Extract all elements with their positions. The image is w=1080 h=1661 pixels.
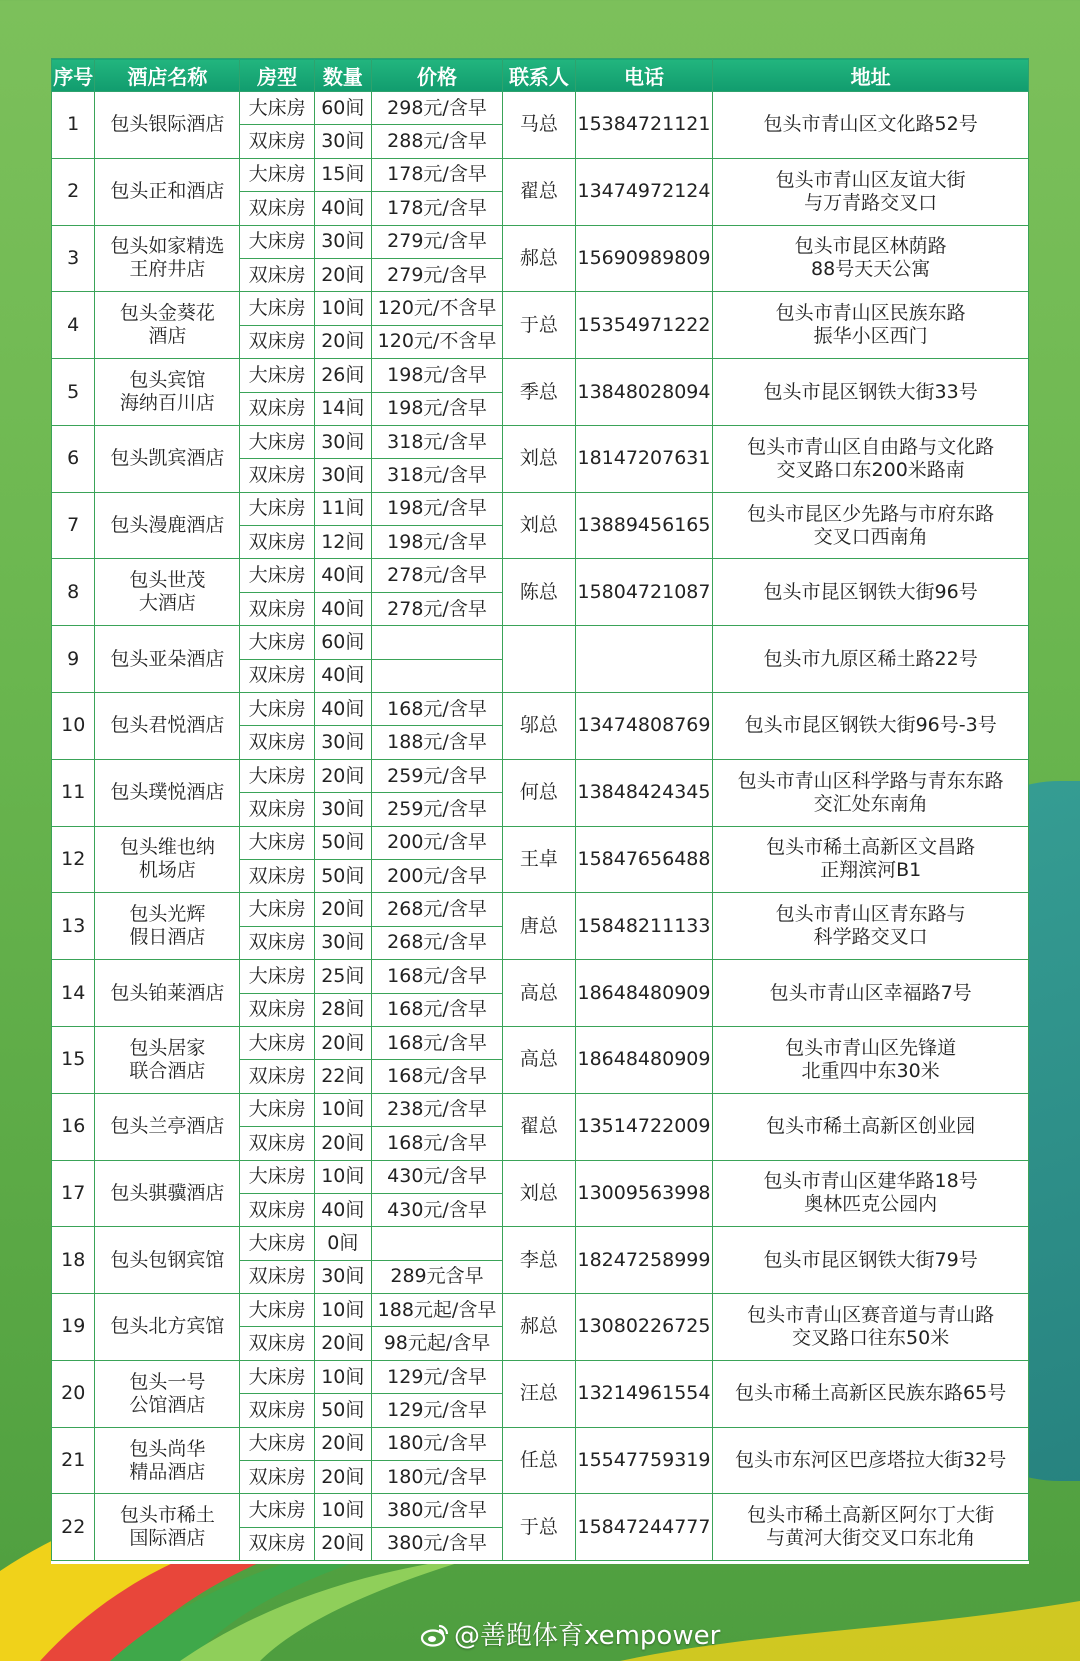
contact-person: 高总 bbox=[503, 1026, 575, 1093]
hotel-address: 包头市青山区友谊大街 与万青路交叉口 bbox=[713, 158, 1029, 225]
contact-person: 唐总 bbox=[503, 893, 575, 960]
row-number: 3 bbox=[52, 225, 95, 292]
room-price: 318元/含早 bbox=[371, 425, 502, 458]
room-type: 双床房 bbox=[240, 192, 315, 225]
room-type: 大床房 bbox=[240, 559, 315, 592]
room-type: 大床房 bbox=[240, 1494, 315, 1527]
row-number: 10 bbox=[52, 693, 95, 760]
hotel-name: 包头兰亭酒店 bbox=[95, 1093, 240, 1160]
table-row bbox=[52, 92, 1029, 125]
room-price: 120元/不含早 bbox=[371, 325, 502, 358]
room-quantity: 40间 bbox=[314, 659, 371, 692]
room-type: 大床房 bbox=[240, 1360, 315, 1393]
phone-number: 13848028094 bbox=[575, 359, 713, 426]
column-header: 电话 bbox=[575, 59, 713, 92]
room-price: 168元/含早 bbox=[371, 960, 502, 993]
room-quantity: 10间 bbox=[314, 1294, 371, 1327]
hotel-name: 包头漫鹿酒店 bbox=[95, 492, 240, 559]
contact-person: 季总 bbox=[503, 359, 575, 426]
room-price: 380元/含早 bbox=[371, 1494, 502, 1527]
hotel-name: 包头凯宾酒店 bbox=[95, 425, 240, 492]
room-quantity: 40间 bbox=[314, 592, 371, 625]
room-quantity: 20间 bbox=[314, 893, 371, 926]
room-type: 大床房 bbox=[240, 626, 315, 659]
room-type: 双床房 bbox=[240, 1127, 315, 1160]
room-price bbox=[371, 659, 502, 692]
room-type: 大床房 bbox=[240, 292, 315, 325]
phone-number: 15690989809 bbox=[575, 225, 713, 292]
hotel-name: 包头银际酒店 bbox=[95, 92, 240, 159]
room-type: 双床房 bbox=[240, 1260, 315, 1293]
room-quantity: 11间 bbox=[314, 492, 371, 525]
hotel-address: 包头市稀土高新区阿尔丁大街 与黄河大街交叉口东北角 bbox=[713, 1494, 1029, 1561]
room-price: 120元/不含早 bbox=[371, 292, 502, 325]
room-quantity: 30间 bbox=[314, 793, 371, 826]
table-header-row bbox=[52, 59, 1029, 92]
hotel-name: 包头包钢宾馆 bbox=[95, 1227, 240, 1294]
room-type: 双床房 bbox=[240, 859, 315, 892]
room-type: 双床房 bbox=[240, 592, 315, 625]
room-price: 288元/含早 bbox=[371, 125, 502, 158]
room-type: 双床房 bbox=[240, 726, 315, 759]
room-type: 双床房 bbox=[240, 993, 315, 1026]
room-quantity: 15间 bbox=[314, 158, 371, 191]
table-row bbox=[52, 559, 1029, 592]
phone-number: 13848424345 bbox=[575, 759, 713, 826]
hotel-address: 包头市青山区科学路与青东东路 交汇处东南角 bbox=[713, 759, 1029, 826]
room-quantity: 40间 bbox=[314, 192, 371, 225]
hotel-name: 包头君悦酒店 bbox=[95, 693, 240, 760]
phone-number: 13889456165 bbox=[575, 492, 713, 559]
hotel-name: 包头一号 公馆酒店 bbox=[95, 1360, 240, 1427]
room-price: 278元/含早 bbox=[371, 559, 502, 592]
room-price: 380元/含早 bbox=[371, 1527, 502, 1560]
room-type: 双床房 bbox=[240, 258, 315, 291]
table-row bbox=[52, 1160, 1029, 1193]
contact-person bbox=[503, 626, 575, 693]
hotel-address: 包头市昆区钢铁大街96号-3号 bbox=[713, 693, 1029, 760]
room-price: 318元/含早 bbox=[371, 459, 502, 492]
room-price: 188元/含早 bbox=[371, 726, 502, 759]
hotel-name: 包头世茂 大酒店 bbox=[95, 559, 240, 626]
room-quantity: 50间 bbox=[314, 1394, 371, 1427]
phone-number: 15847656488 bbox=[575, 826, 713, 893]
row-number: 1 bbox=[52, 92, 95, 159]
column-header: 联系人 bbox=[503, 59, 575, 92]
table-row bbox=[52, 1026, 1029, 1059]
room-type: 大床房 bbox=[240, 158, 315, 191]
room-price: 180元/含早 bbox=[371, 1461, 502, 1494]
room-quantity: 25间 bbox=[314, 960, 371, 993]
contact-person: 郝总 bbox=[503, 225, 575, 292]
room-quantity: 28间 bbox=[314, 993, 371, 1026]
room-type: 大床房 bbox=[240, 492, 315, 525]
contact-person: 刘总 bbox=[503, 425, 575, 492]
hotel-name: 包头市稀土 国际酒店 bbox=[95, 1494, 240, 1561]
hotel-name: 包头宾馆 海纳百川店 bbox=[95, 359, 240, 426]
room-quantity: 22间 bbox=[314, 1060, 371, 1093]
phone-number: 15547759319 bbox=[575, 1427, 713, 1494]
phone-number: 13214961554 bbox=[575, 1360, 713, 1427]
room-price: 168元/含早 bbox=[371, 1026, 502, 1059]
hotel-table bbox=[51, 58, 1029, 1561]
row-number: 5 bbox=[52, 359, 95, 426]
room-price bbox=[371, 1227, 502, 1260]
room-type: 双床房 bbox=[240, 1193, 315, 1226]
table-row bbox=[52, 960, 1029, 993]
room-type: 双床房 bbox=[240, 659, 315, 692]
row-number: 22 bbox=[52, 1494, 95, 1561]
contact-person: 李总 bbox=[503, 1227, 575, 1294]
room-type: 双床房 bbox=[240, 526, 315, 559]
hotel-name: 包头璞悦酒店 bbox=[95, 759, 240, 826]
room-price: 289元含早 bbox=[371, 1260, 502, 1293]
room-price: 200元/含早 bbox=[371, 826, 502, 859]
hotel-address: 包头市青山区建华路18号 奥林匹克公园内 bbox=[713, 1160, 1029, 1227]
column-header: 价格 bbox=[371, 59, 502, 92]
room-price: 279元/含早 bbox=[371, 258, 502, 291]
phone-number: 15848211133 bbox=[575, 893, 713, 960]
room-quantity: 20间 bbox=[314, 1127, 371, 1160]
room-quantity: 10间 bbox=[314, 1160, 371, 1193]
weibo-icon bbox=[420, 1623, 450, 1647]
room-price: 259元/含早 bbox=[371, 793, 502, 826]
room-price: 180元/含早 bbox=[371, 1427, 502, 1460]
room-quantity: 10间 bbox=[314, 1360, 371, 1393]
room-quantity: 40间 bbox=[314, 559, 371, 592]
room-quantity: 30间 bbox=[314, 926, 371, 959]
hotel-name: 包头正和酒店 bbox=[95, 158, 240, 225]
contact-person: 邬总 bbox=[503, 693, 575, 760]
room-price: 98元起/含早 bbox=[371, 1327, 502, 1360]
room-type: 双床房 bbox=[240, 325, 315, 358]
room-price: 168元/含早 bbox=[371, 1127, 502, 1160]
contact-person: 何总 bbox=[503, 759, 575, 826]
contact-person: 高总 bbox=[503, 960, 575, 1027]
row-number: 11 bbox=[52, 759, 95, 826]
hotel-address: 包头市九原区稀土路22号 bbox=[713, 626, 1029, 693]
weibo-watermark bbox=[420, 1615, 720, 1652]
table-row bbox=[52, 1294, 1029, 1327]
table-row bbox=[52, 626, 1029, 659]
room-price: 168元/含早 bbox=[371, 1060, 502, 1093]
table-row bbox=[52, 1427, 1029, 1460]
room-quantity: 40间 bbox=[314, 1193, 371, 1226]
table-row bbox=[52, 425, 1029, 458]
hotel-address: 包头市昆区林荫路 88号天天公寓 bbox=[713, 225, 1029, 292]
hotel-address: 包头市稀土高新区民族东路65号 bbox=[713, 1360, 1029, 1427]
column-header: 序号 bbox=[52, 59, 95, 92]
hotel-name: 包头金葵花 酒店 bbox=[95, 292, 240, 359]
room-price: 178元/含早 bbox=[371, 192, 502, 225]
contact-person: 刘总 bbox=[503, 1160, 575, 1227]
hotel-name: 包头居家 联合酒店 bbox=[95, 1026, 240, 1093]
room-type: 大床房 bbox=[240, 1160, 315, 1193]
row-number: 12 bbox=[52, 826, 95, 893]
contact-person: 翟总 bbox=[503, 158, 575, 225]
phone-number bbox=[575, 626, 713, 693]
table-row bbox=[52, 492, 1029, 525]
hotel-address: 包头市青山区文化路52号 bbox=[713, 92, 1029, 159]
room-quantity: 12间 bbox=[314, 526, 371, 559]
row-number: 15 bbox=[52, 1026, 95, 1093]
row-number: 7 bbox=[52, 492, 95, 559]
room-price: 268元/含早 bbox=[371, 926, 502, 959]
hotel-address: 包头市青山区幸福路7号 bbox=[713, 960, 1029, 1027]
room-type: 大床房 bbox=[240, 1026, 315, 1059]
phone-number: 18247258999 bbox=[575, 1227, 713, 1294]
room-type: 双床房 bbox=[240, 793, 315, 826]
room-type: 双床房 bbox=[240, 1527, 315, 1560]
table-row bbox=[52, 693, 1029, 726]
room-price: 200元/含早 bbox=[371, 859, 502, 892]
room-price: 198元/含早 bbox=[371, 392, 502, 425]
room-type: 双床房 bbox=[240, 1327, 315, 1360]
contact-person: 汪总 bbox=[503, 1360, 575, 1427]
room-quantity: 20间 bbox=[314, 759, 371, 792]
table-row bbox=[52, 826, 1029, 859]
row-number: 14 bbox=[52, 960, 95, 1027]
hotel-name: 包头亚朵酒店 bbox=[95, 626, 240, 693]
room-quantity: 60间 bbox=[314, 92, 371, 125]
row-number: 21 bbox=[52, 1427, 95, 1494]
row-number: 16 bbox=[52, 1093, 95, 1160]
room-price: 279元/含早 bbox=[371, 225, 502, 258]
room-quantity: 20间 bbox=[314, 258, 371, 291]
room-type: 双床房 bbox=[240, 1461, 315, 1494]
room-price: 298元/含早 bbox=[371, 92, 502, 125]
room-type: 大床房 bbox=[240, 1427, 315, 1460]
room-price: 268元/含早 bbox=[371, 893, 502, 926]
room-price: 238元/含早 bbox=[371, 1093, 502, 1126]
contact-person: 于总 bbox=[503, 1494, 575, 1561]
room-quantity: 50间 bbox=[314, 859, 371, 892]
room-type: 双床房 bbox=[240, 1060, 315, 1093]
phone-number: 15384721121 bbox=[575, 92, 713, 159]
table-row bbox=[52, 225, 1029, 258]
column-header: 地址 bbox=[713, 59, 1029, 92]
hotel-address: 包头市稀土高新区创业园 bbox=[713, 1093, 1029, 1160]
phone-number: 13474972124 bbox=[575, 158, 713, 225]
phone-number: 13009563998 bbox=[575, 1160, 713, 1227]
room-type: 大床房 bbox=[240, 1227, 315, 1260]
room-type: 大床房 bbox=[240, 826, 315, 859]
room-quantity: 0间 bbox=[314, 1227, 371, 1260]
room-type: 大床房 bbox=[240, 1294, 315, 1327]
room-price: 198元/含早 bbox=[371, 359, 502, 392]
room-type: 双床房 bbox=[240, 1394, 315, 1427]
room-quantity: 50间 bbox=[314, 826, 371, 859]
phone-number: 13474808769 bbox=[575, 693, 713, 760]
table-row bbox=[52, 1494, 1029, 1527]
hotel-address: 包头市青山区自由路与文化路 交叉路口东200米路南 bbox=[713, 425, 1029, 492]
room-price: 168元/含早 bbox=[371, 993, 502, 1026]
hotel-address: 包头市昆区少先路与市府东路 交叉口西南角 bbox=[713, 492, 1029, 559]
hotel-address: 包头市昆区钢铁大街96号 bbox=[713, 559, 1029, 626]
room-quantity: 10间 bbox=[314, 1093, 371, 1126]
row-number: 2 bbox=[52, 158, 95, 225]
room-quantity: 30间 bbox=[314, 125, 371, 158]
row-number: 17 bbox=[52, 1160, 95, 1227]
room-price: 129元/含早 bbox=[371, 1394, 502, 1427]
room-quantity: 30间 bbox=[314, 225, 371, 258]
room-type: 大床房 bbox=[240, 425, 315, 458]
hotel-address: 包头市青山区青东路与 科学路交叉口 bbox=[713, 893, 1029, 960]
room-type: 双床房 bbox=[240, 459, 315, 492]
hotel-name: 包头尚华 精品酒店 bbox=[95, 1427, 240, 1494]
phone-number: 13080226725 bbox=[575, 1294, 713, 1361]
room-quantity: 10间 bbox=[314, 292, 371, 325]
column-header: 数量 bbox=[314, 59, 371, 92]
hotel-name: 包头如家精选 王府井店 bbox=[95, 225, 240, 292]
hotel-address: 包头市青山区先锋道 北重四中东30米 bbox=[713, 1026, 1029, 1093]
room-type: 大床房 bbox=[240, 92, 315, 125]
room-price: 129元/含早 bbox=[371, 1360, 502, 1393]
hotel-name: 包头维也纳 机场店 bbox=[95, 826, 240, 893]
room-type: 大床房 bbox=[240, 759, 315, 792]
room-quantity: 20间 bbox=[314, 1527, 371, 1560]
phone-number: 15354971222 bbox=[575, 292, 713, 359]
table-row bbox=[52, 1093, 1029, 1126]
room-type: 大床房 bbox=[240, 960, 315, 993]
hotel-address: 包头市昆区钢铁大街79号 bbox=[713, 1227, 1029, 1294]
room-type: 大床房 bbox=[240, 693, 315, 726]
phone-number: 15847244777 bbox=[575, 1494, 713, 1561]
table-row bbox=[52, 1227, 1029, 1260]
table-row bbox=[52, 292, 1029, 325]
row-number: 19 bbox=[52, 1294, 95, 1361]
room-price: 168元/含早 bbox=[371, 693, 502, 726]
contact-person: 陈总 bbox=[503, 559, 575, 626]
room-price: 198元/含早 bbox=[371, 526, 502, 559]
hotel-address: 包头市青山区民族东路 振华小区西门 bbox=[713, 292, 1029, 359]
room-quantity: 20间 bbox=[314, 325, 371, 358]
phone-number: 13514722009 bbox=[575, 1093, 713, 1160]
room-quantity: 20间 bbox=[314, 1461, 371, 1494]
room-price: 178元/含早 bbox=[371, 158, 502, 191]
column-header: 酒店名称 bbox=[95, 59, 240, 92]
phone-number: 18147207631 bbox=[575, 425, 713, 492]
room-price bbox=[371, 626, 502, 659]
room-price: 430元/含早 bbox=[371, 1160, 502, 1193]
row-number: 18 bbox=[52, 1227, 95, 1294]
room-quantity: 26间 bbox=[314, 359, 371, 392]
hotel-address: 包头市昆区钢铁大街33号 bbox=[713, 359, 1029, 426]
column-header: 房型 bbox=[240, 59, 315, 92]
contact-person: 王卓 bbox=[503, 826, 575, 893]
room-quantity: 30间 bbox=[314, 1260, 371, 1293]
hotel-address: 包头市青山区赛音道与青山路 交叉路口往东50米 bbox=[713, 1294, 1029, 1361]
row-number: 9 bbox=[52, 626, 95, 693]
room-quantity: 10间 bbox=[314, 1494, 371, 1527]
row-number: 20 bbox=[52, 1360, 95, 1427]
table-row bbox=[52, 893, 1029, 926]
phone-number: 18648480909 bbox=[575, 960, 713, 1027]
hotel-table-card bbox=[51, 58, 1029, 1564]
contact-person: 刘总 bbox=[503, 492, 575, 559]
room-type: 双床房 bbox=[240, 926, 315, 959]
room-type: 双床房 bbox=[240, 125, 315, 158]
room-quantity: 30间 bbox=[314, 425, 371, 458]
hotel-name: 包头铂莱酒店 bbox=[95, 960, 240, 1027]
room-type: 大床房 bbox=[240, 1093, 315, 1126]
watermark-text: @善跑体育xempower bbox=[454, 1621, 721, 1651]
hotel-name: 包头光辉 假日酒店 bbox=[95, 893, 240, 960]
row-number: 8 bbox=[52, 559, 95, 626]
room-quantity: 30间 bbox=[314, 726, 371, 759]
room-price: 188元起/含早 bbox=[371, 1294, 502, 1327]
room-type: 大床房 bbox=[240, 225, 315, 258]
table-row bbox=[52, 158, 1029, 191]
row-number: 6 bbox=[52, 425, 95, 492]
room-quantity: 20间 bbox=[314, 1026, 371, 1059]
room-quantity: 14间 bbox=[314, 392, 371, 425]
contact-person: 任总 bbox=[503, 1427, 575, 1494]
row-number: 4 bbox=[52, 292, 95, 359]
contact-person: 郝总 bbox=[503, 1294, 575, 1361]
contact-person: 马总 bbox=[503, 92, 575, 159]
room-type: 双床房 bbox=[240, 392, 315, 425]
hotel-address: 包头市东河区巴彦塔拉大街32号 bbox=[713, 1427, 1029, 1494]
room-quantity: 20间 bbox=[314, 1427, 371, 1460]
room-type: 大床房 bbox=[240, 359, 315, 392]
room-quantity: 20间 bbox=[314, 1327, 371, 1360]
hotel-address: 包头市稀土高新区文昌路 正翔滨河B1 bbox=[713, 826, 1029, 893]
row-number: 13 bbox=[52, 893, 95, 960]
phone-number: 15804721087 bbox=[575, 559, 713, 626]
table-row bbox=[52, 759, 1029, 792]
table-row bbox=[52, 1360, 1029, 1393]
room-price: 430元/含早 bbox=[371, 1193, 502, 1226]
room-price: 278元/含早 bbox=[371, 592, 502, 625]
room-price: 259元/含早 bbox=[371, 759, 502, 792]
phone-number: 18648480909 bbox=[575, 1026, 713, 1093]
room-type: 大床房 bbox=[240, 893, 315, 926]
contact-person: 于总 bbox=[503, 292, 575, 359]
hotel-name: 包头北方宾馆 bbox=[95, 1294, 240, 1361]
room-quantity: 40间 bbox=[314, 693, 371, 726]
room-quantity: 60间 bbox=[314, 626, 371, 659]
hotel-name: 包头骐骥酒店 bbox=[95, 1160, 240, 1227]
table-row bbox=[52, 359, 1029, 392]
room-quantity: 30间 bbox=[314, 459, 371, 492]
room-price: 198元/含早 bbox=[371, 492, 502, 525]
contact-person: 翟总 bbox=[503, 1093, 575, 1160]
